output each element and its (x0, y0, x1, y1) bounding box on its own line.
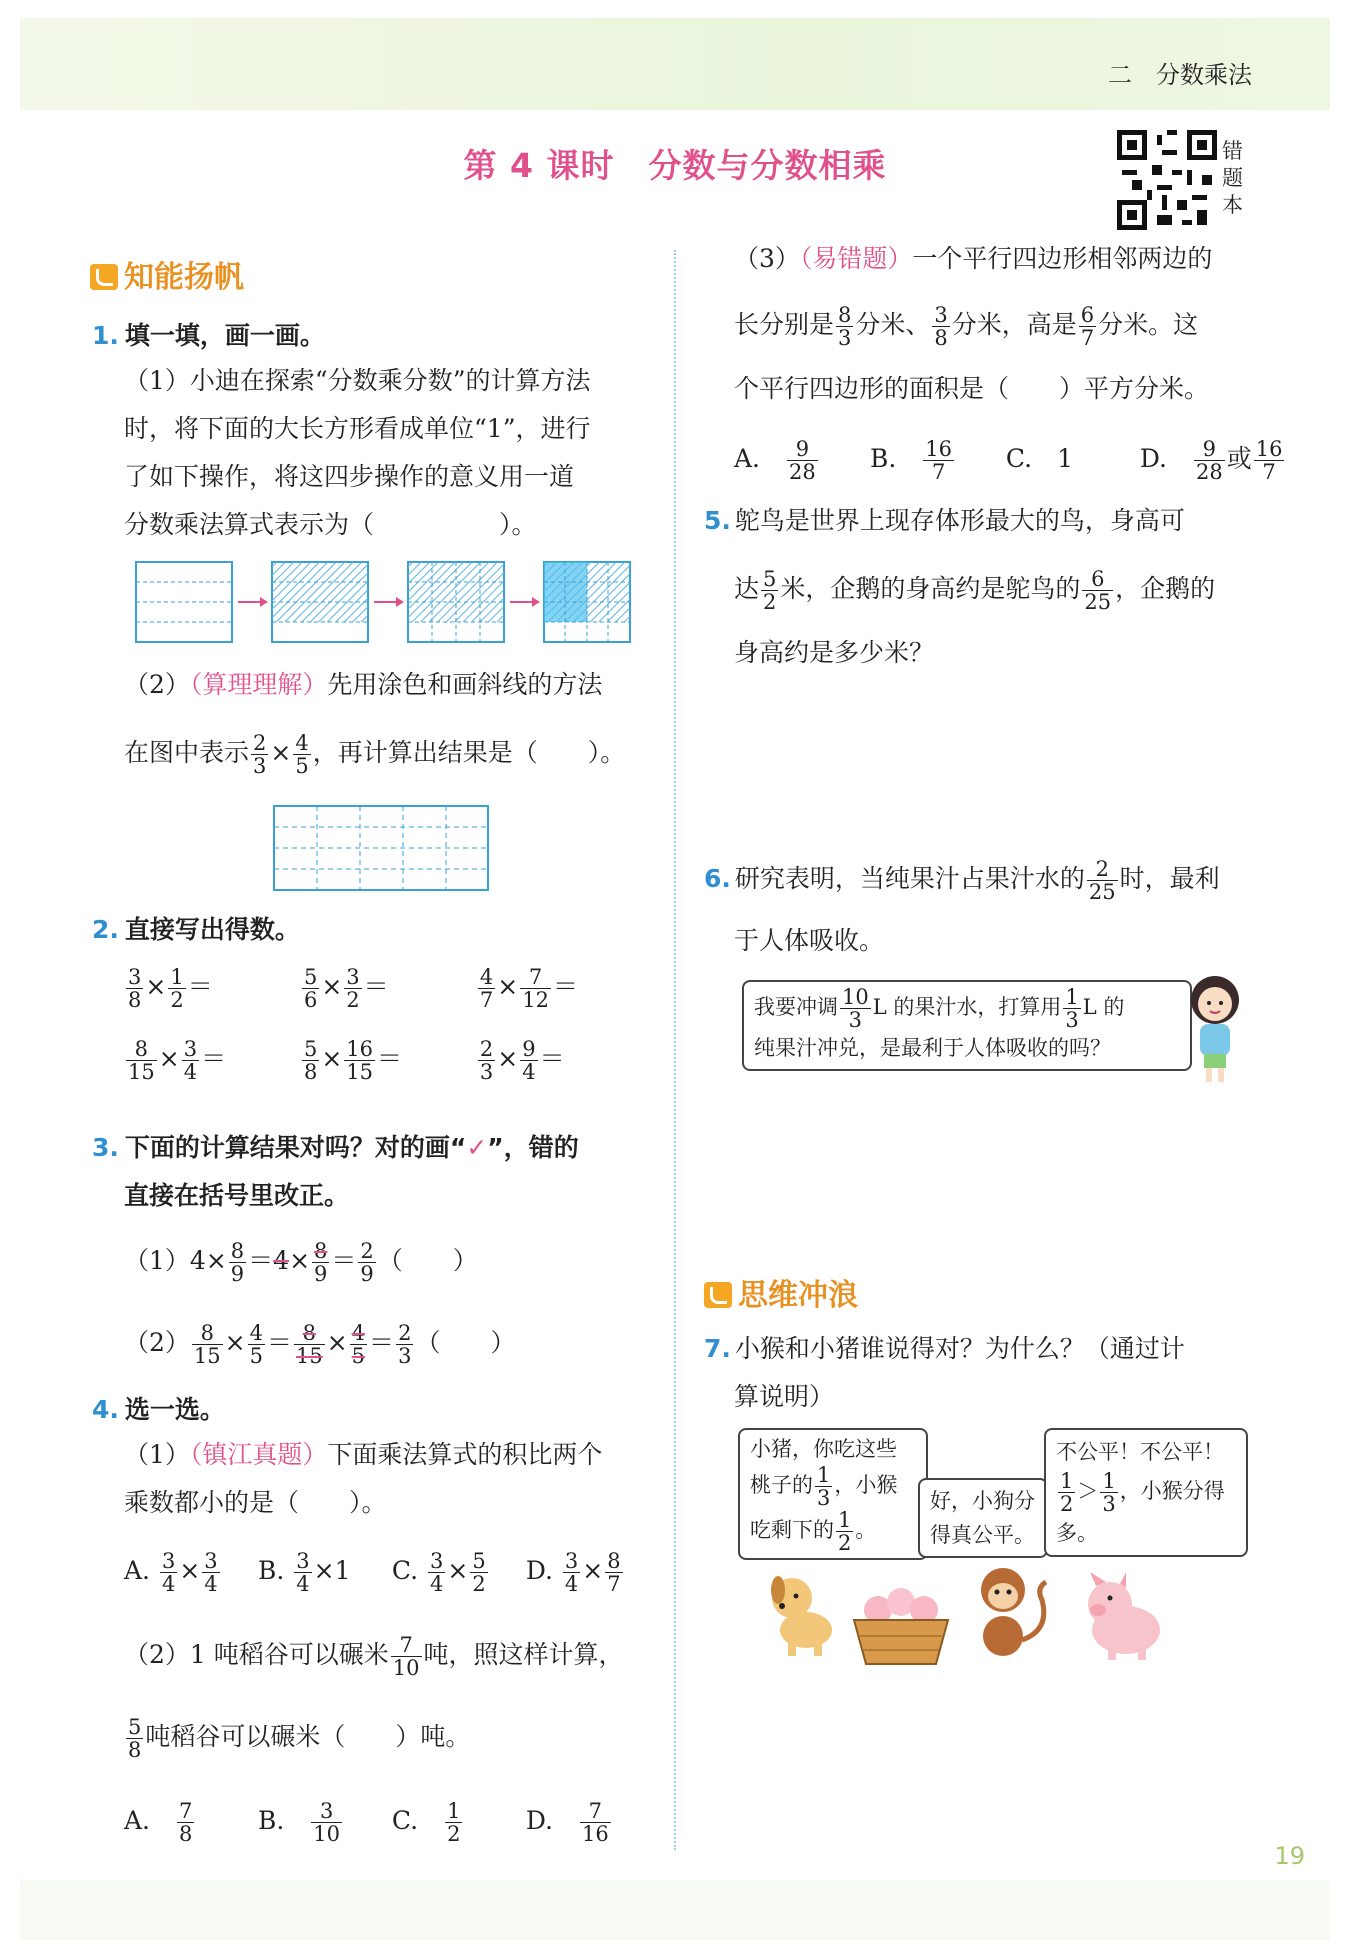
question-1-title: 1. 填一填，画一画。 (92, 321, 325, 350)
question-5-line1: 5. 鸵鸟是世界上现存体形最大的鸟，身高可 (704, 506, 1185, 535)
fraction: $\frac{2}{3}$ (253, 731, 267, 778)
lesson-title: 第 4 课时 分数与分数相乘 (463, 146, 887, 185)
wave-icon (704, 1282, 732, 1308)
step-2-rect (272, 562, 368, 642)
q2-row-1 (124, 966, 636, 1011)
qr-code-icon[interactable] (1117, 130, 1217, 230)
q4-part3-line1: （3）（易错题）一个平行四边形相邻两边的 (734, 244, 1213, 273)
section-title-2: 思维冲浪 (704, 1270, 858, 1314)
footer-band (20, 1880, 1330, 1940)
q1-part2-line1: （2）（算理理解）先用涂色和画斜线的方法 (124, 670, 603, 699)
question-5-line2: 达 $\frac{5}{2}$ 米，企鹅的身高约是鸵鸟的 $\frac{6}{25}$ ，企鹅的 (734, 567, 1216, 614)
q2-item[interactable]: $\frac{8}{15}$ × $\frac{3}{4}$ ＝ (128, 1037, 227, 1084)
q3-item-1[interactable]: （1）4× $\frac{8}{9}$ ＝4× $\frac{8}{9}$ ＝ $\frac{2}{9}$ （ ） (124, 1239, 478, 1286)
q3-item-2[interactable]: （2） $\frac{8}{15}$ × $\frac{4}{5}$ ＝ $\frac{8}{15}$ × $\frac{4}{5}$ ＝ $\frac{2}{3}$ （ ） (124, 1321, 516, 1368)
question-6-line1: 6. 研究表明，当纯果汁占果汁水的 $\frac{2}{25}$ 时，最利 (704, 857, 1220, 904)
q2-item[interactable]: $\frac{4}{7}$ × $\frac{7}{12}$ ＝ (479, 965, 578, 1012)
question-7-line2: 算说明） (734, 1382, 835, 1411)
question-6-line2: 于人体吸收。 (734, 926, 885, 955)
q4-part2-options (124, 1800, 646, 1845)
step-3-rect (408, 562, 504, 642)
q4-part1-options (124, 1550, 646, 1595)
q2-item[interactable]: $\frac{5}{8}$ × $\frac{16}{15}$ ＝ (303, 1037, 403, 1084)
option-b[interactable]: B. $\frac{3}{4}$ ×1 (257, 1549, 351, 1596)
q4-part2-line2[interactable]: $\frac{5}{8}$ 吨稻谷可以碾米（ ）吨。 (128, 1715, 471, 1762)
monkey-character-icon (958, 1560, 1058, 1670)
question-5-line3: 身高约是多少米？ (734, 638, 935, 667)
dog-speech-bubble: 小猪，你吃这些 桃子的 $\frac{1}{3}$ ，小猴 吃剩下的 $\frac{1}{2}$ 。 (738, 1428, 928, 1560)
section-title-1: 知能扬帆 (90, 252, 244, 296)
option-c[interactable]: C. 1 (1005, 444, 1074, 473)
option-d[interactable]: D. $\frac{9}{28}$ 或 $\frac{16}{7}$ (1139, 437, 1283, 484)
q4-part3-line2: 长分别是 $\frac{8}{3}$ 分米、 $\frac{3}{8}$ 分米，高是 $\frac{6}{7}$ 分米。这 (734, 303, 1199, 350)
q4-part3-options (734, 437, 1283, 484)
option-d[interactable]: D. $\frac{7}{16}$ (525, 1799, 609, 1846)
question-2-title: 2. 直接写出得数。 (92, 915, 300, 944)
question-4-title: 4. 选一选。 (92, 1395, 225, 1424)
sail-icon (90, 264, 118, 290)
q4-part3-line3[interactable]: 个平行四边形的面积是（ ）平方分米。 (734, 374, 1210, 403)
option-c[interactable]: C. $\frac{3}{4}$ × $\frac{5}{2}$ (391, 1549, 486, 1596)
q1-text-line: 了如下操作，将这四步操作的意义用一道 (124, 462, 575, 491)
q1-text-line: （1）小迪在探索“分数乘分数”的计算方法 (124, 366, 591, 395)
option-c[interactable]: C. $\frac{1}{2}$ (391, 1799, 461, 1846)
four-step-diagram (134, 560, 634, 646)
q1-part2-line2[interactable]: 在图中表示 $\frac{2}{3}$ × $\frac{4}{5}$ ，再计算出结果是（ ）。 (124, 731, 626, 778)
option-a[interactable]: A. $\frac{9}{28}$ (734, 437, 816, 484)
peach-basket-icon (846, 1580, 956, 1670)
step-1-rect (136, 562, 232, 642)
page-number: 19 (1274, 1842, 1305, 1870)
pig-speech-bubble: 不公平！不公平！ $\frac{1}{2}$ ＞ $\frac{1}{3}$ ，小猴分得 多。 (1044, 1428, 1248, 1557)
fraction: $\frac{4}{5}$ (295, 731, 309, 778)
q2-item[interactable]: $\frac{3}{8}$ × $\frac{1}{2}$ ＝ (128, 965, 213, 1012)
girl-speech-bubble: 我要冲调 $\frac{10}{3}$ L 的果汁水，打算用 $\frac{1}{3}$ L 的 纯果汁冲兑，是最利于人体吸收的吗？ (742, 980, 1192, 1071)
check-mark-icon: ✓ (466, 1133, 488, 1162)
q4-part1-line1: （1）（镇江真题）下面乘法算式的积比两个 (124, 1440, 603, 1469)
option-b[interactable]: B. $\frac{16}{7}$ (869, 437, 953, 484)
q2-item[interactable]: $\frac{5}{6}$ × $\frac{3}{2}$ ＝ (303, 965, 389, 1012)
q2-row-2 (124, 1038, 636, 1083)
qr-label: 错 题 本 (1222, 139, 1243, 217)
q1-answer-line[interactable]: 分数乘法算式表示为（ ）。 (124, 510, 537, 539)
option-a[interactable]: A. $\frac{7}{8}$ (124, 1799, 193, 1846)
step-4-rect (544, 562, 630, 642)
q1-text-line: 时，将下面的大长方形看成单位“1”，进行 (124, 414, 591, 443)
q4-part1-line2: 乘数都小的是（ ）。 (124, 1488, 387, 1517)
option-b[interactable]: B. $\frac{3}{10}$ (257, 1799, 341, 1846)
q4-part2-line1: （2）1 吨稻谷可以碾米 $\frac{7}{10}$ 吨，照这样计算， (124, 1633, 624, 1680)
pig-character-icon (1074, 1568, 1174, 1664)
monkey-speech-bubble: 好，小狗分 得真公平。 (918, 1478, 1048, 1558)
option-d[interactable]: D. $\frac{3}{4}$ × $\frac{8}{7}$ (525, 1549, 621, 1596)
option-a[interactable]: A. $\frac{3}{4}$ × $\frac{3}{4}$ (124, 1549, 218, 1596)
chapter-title: 二 分数乘法 (1108, 61, 1252, 89)
q2-item[interactable]: $\frac{2}{3}$ × $\frac{9}{4}$ ＝ (479, 1037, 565, 1084)
girl-character-icon (1180, 968, 1250, 1088)
dog-character-icon (756, 1560, 846, 1660)
question-7-line1: 7. 小猴和小猪谁说得对？为什么？（通过计 (704, 1334, 1185, 1363)
drawing-grid[interactable] (272, 804, 490, 892)
q3-title-line2: 直接在括号里改正。 (124, 1181, 350, 1210)
question-3-title: 3. 下面的计算结果对吗？对的画“✓”，错的 (92, 1133, 579, 1162)
column-divider (674, 250, 676, 1850)
